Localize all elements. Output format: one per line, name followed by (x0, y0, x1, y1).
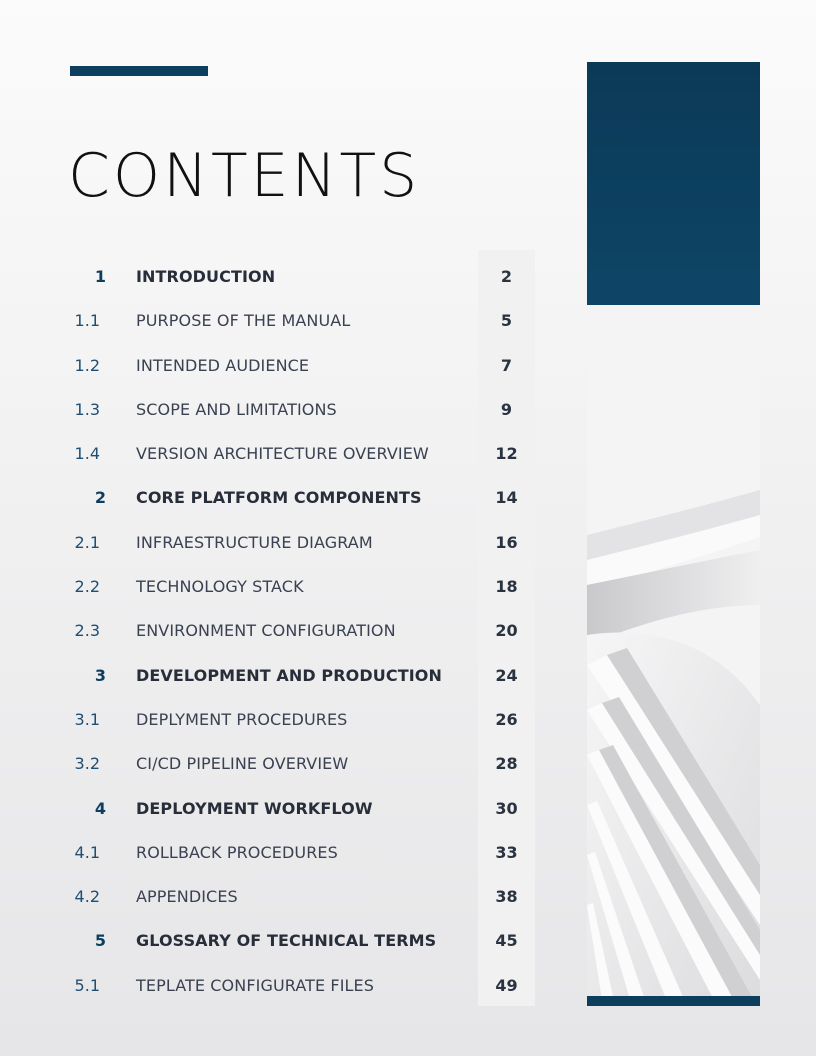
accent-bar (70, 66, 208, 76)
toc-entry[interactable] (0, 299, 560, 343)
toc-number: 2.2 (74, 577, 100, 597)
toc-page-number: 16 (495, 532, 518, 552)
toc-label: ENVIRONMENT CONFIGURATION (136, 621, 396, 641)
toc-number: 3.1 (74, 709, 100, 729)
toc-page-number: 12 (495, 444, 518, 464)
toc-number: 2 (94, 488, 106, 508)
side-image-panel (587, 62, 760, 1006)
toc-entry[interactable] (0, 476, 560, 520)
toc-number: 1 (94, 267, 106, 286)
toc-label: SCOPE AND LIMITATIONS (136, 399, 337, 419)
toc-entry[interactable] (0, 432, 560, 476)
toc-entry[interactable] (0, 654, 560, 698)
toc-page-number: 7 (500, 355, 513, 375)
toc-page-number: 28 (495, 754, 518, 774)
toc-number: 3 (94, 665, 106, 685)
toc-number: 1.1 (74, 311, 100, 331)
toc-number: 5 (94, 931, 106, 951)
toc-page-number: 30 (495, 798, 518, 818)
toc-label: DEPLOYMENT WORKFLOW (136, 798, 373, 818)
toc-label: CI/CD PIPELINE OVERVIEW (136, 754, 349, 774)
toc-number: 3.2 (74, 754, 100, 774)
toc-label: DEPLYMENT PROCEDURES (136, 709, 348, 729)
toc-label: INTENDED AUDIENCE (136, 355, 310, 375)
toc-label: TEPLATE CONFIGURATE FILES (136, 975, 374, 995)
toc-entry[interactable] (0, 742, 560, 786)
toc-number: 1.3 (74, 399, 100, 419)
toc-number: 4 (94, 798, 106, 818)
toc-page-number: 26 (495, 709, 518, 729)
toc-number: 5.1 (74, 975, 100, 995)
table-of-contents (0, 255, 560, 1008)
toc-number: 1.2 (74, 355, 100, 375)
toc-number: 2.1 (74, 532, 100, 552)
side-bottom-bar (587, 996, 760, 1006)
toc-page-number: 24 (495, 665, 518, 685)
toc-entry[interactable] (0, 787, 560, 831)
toc-label: INTRODUCTION (136, 267, 276, 286)
toc-entry[interactable] (0, 388, 560, 432)
side-dark-block (587, 62, 760, 305)
toc-number: 1.4 (74, 444, 100, 464)
toc-entry[interactable] (0, 919, 560, 963)
toc-entry[interactable] (0, 344, 560, 388)
toc-page-number: 9 (500, 399, 513, 419)
toc-entry[interactable] (0, 521, 560, 565)
toc-page-number: 2 (500, 267, 513, 286)
toc-page-number: 20 (495, 621, 518, 641)
toc-entry[interactable] (0, 255, 560, 299)
toc-page-number: 45 (495, 931, 518, 951)
toc-label: INFRAESTRUCTURE DIAGRAM (136, 532, 373, 552)
toc-page-number: 14 (495, 488, 518, 508)
toc-label: APPENDICES (136, 887, 238, 907)
toc-page-number: 5 (500, 311, 513, 331)
toc-label: PURPOSE OF THE MANUAL (136, 311, 351, 331)
toc-label: VERSION ARCHITECTURE OVERVIEW (136, 444, 429, 464)
toc-label: GLOSSARY OF TECHNICAL TERMS (136, 931, 437, 951)
toc-label: CORE PLATFORM COMPONENTS (136, 488, 422, 508)
toc-page-number: 38 (495, 887, 518, 907)
page-title: CONTENTS (68, 141, 421, 211)
toc-page-number: 33 (495, 842, 518, 862)
toc-label: TECHNOLOGY STACK (136, 577, 304, 597)
toc-label: ROLLBACK PROCEDURES (136, 842, 338, 862)
toc-entry[interactable] (0, 609, 560, 653)
architecture-image (587, 305, 760, 1006)
toc-entry[interactable] (0, 831, 560, 875)
toc-number: 2.3 (74, 621, 100, 641)
toc-label: DEVELOPMENT AND PRODUCTION (136, 665, 442, 685)
toc-number: 4.1 (74, 842, 100, 862)
toc-entry[interactable] (0, 964, 560, 1008)
toc-entry[interactable] (0, 875, 560, 919)
toc-page-number: 18 (495, 577, 518, 597)
toc-entry[interactable] (0, 698, 560, 742)
toc-page-number: 49 (495, 975, 518, 995)
toc-number: 4.2 (74, 887, 100, 907)
toc-entry[interactable] (0, 565, 560, 609)
